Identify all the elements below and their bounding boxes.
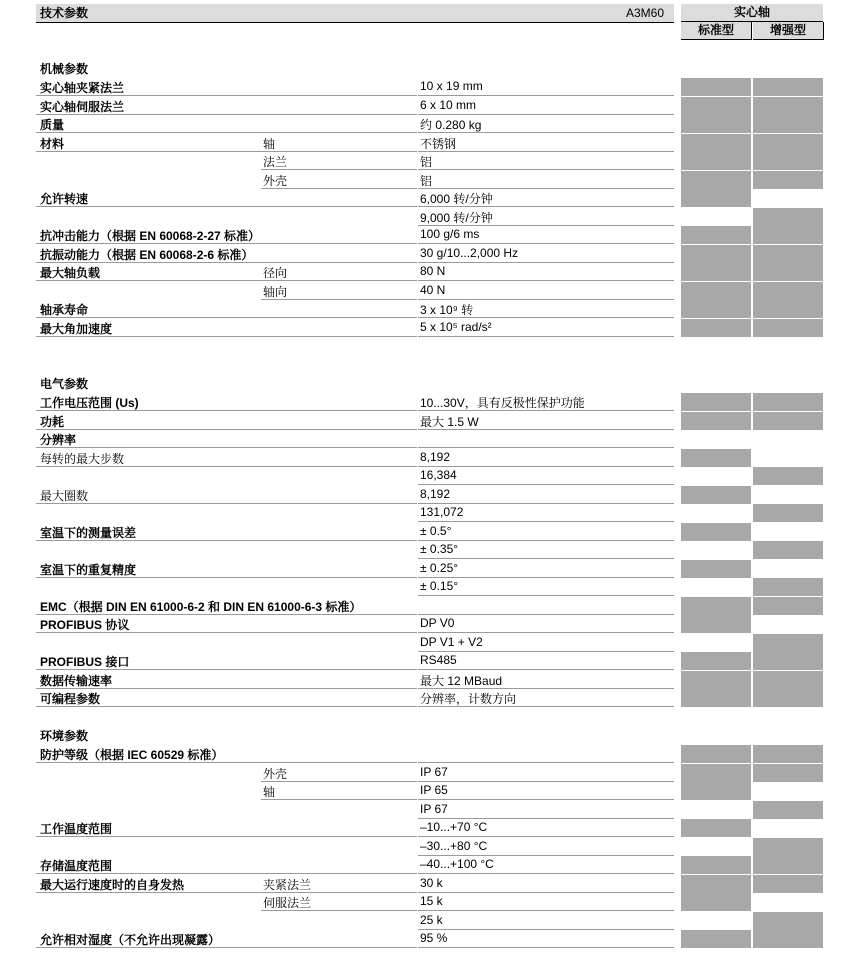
- standard-availability-cell: [681, 578, 751, 596]
- row-label: PROFIBUS 协议: [40, 618, 130, 632]
- enhanced-availability-cell: [753, 226, 823, 244]
- enhanced-availability-cell: [753, 393, 823, 411]
- row-value: RS485: [420, 653, 457, 667]
- table-row: [36, 893, 674, 911]
- enhanced-availability-cell: [753, 597, 823, 615]
- row-value: 100 g/6 ms: [420, 227, 480, 241]
- table-row: [36, 319, 674, 337]
- row-value: IP 67: [420, 801, 448, 816]
- enhanced-availability-cell: [753, 430, 823, 448]
- standard-availability-cell: [681, 764, 751, 782]
- standard-availability-cell: [681, 689, 751, 707]
- enhanced-availability-cell: [753, 745, 823, 763]
- standard-availability-cell: [681, 449, 751, 467]
- row-label: 抗振动能力（根据 EN 60068-2-6 标准）: [40, 247, 254, 262]
- table-row: [36, 801, 674, 819]
- row-value: 6 x 10 mm: [420, 97, 477, 112]
- row-value: DP V0: [420, 616, 455, 630]
- row-value: IP 67: [420, 764, 448, 779]
- model-name: A3M60: [626, 6, 665, 20]
- enhanced-availability-cell: [753, 467, 823, 485]
- standard-availability-cell: [681, 319, 751, 337]
- standard-availability-cell: [681, 97, 751, 115]
- standard-availability-cell: [681, 856, 751, 874]
- standard-availability-cell: [681, 208, 751, 226]
- row-label: 允许相对湿度（不允许出现凝露）: [40, 933, 221, 947]
- table-row: [36, 134, 674, 152]
- table-row: [36, 560, 674, 578]
- row-label: 质量: [40, 118, 65, 132]
- table-row: [36, 300, 674, 318]
- row-value: 铝: [420, 155, 433, 169]
- enhanced-availability-cell: [753, 523, 823, 541]
- standard-availability-cell: [681, 523, 751, 541]
- table-row: [36, 764, 674, 782]
- section-title: 机械参数: [40, 62, 89, 76]
- standard-availability-cell: [681, 78, 751, 96]
- row-label: 最大角加速度: [40, 321, 113, 336]
- standard-availability-cell: [681, 652, 751, 670]
- enhanced-availability-cell: [753, 504, 823, 522]
- table-row: [36, 282, 674, 300]
- row-value: 约 0.280 kg: [420, 118, 482, 132]
- standard-availability-cell: [681, 930, 751, 948]
- row-label: 室温下的重复精度: [40, 562, 137, 577]
- enhanced-availability-cell: [753, 838, 823, 856]
- row-sublabel: 外壳: [263, 766, 288, 781]
- table-row: [36, 523, 674, 541]
- table-row: [36, 189, 674, 207]
- table-row: [36, 449, 674, 467]
- table-row: [36, 541, 674, 559]
- standard-availability-cell: [681, 745, 751, 763]
- group-title: 实心轴: [733, 5, 770, 19]
- row-sublabel: 外壳: [263, 173, 288, 188]
- row-label: 分辨率: [40, 433, 77, 447]
- table-row: [36, 930, 674, 948]
- table-row: [36, 634, 674, 652]
- enhanced-availability-cell: [753, 486, 823, 504]
- row-label: 功耗: [40, 414, 65, 429]
- enhanced-availability-cell: [753, 449, 823, 467]
- row-label: 工作电压范围 (Us): [40, 396, 139, 410]
- table-row: [36, 97, 674, 115]
- standard-availability-cell: [681, 912, 751, 930]
- table-row: [36, 652, 674, 670]
- standard-availability-cell: [681, 393, 751, 411]
- row-label: 每转的最大步数: [40, 451, 125, 466]
- standard-availability-cell: [681, 171, 751, 189]
- row-label: 实心轴伺服法兰: [40, 99, 125, 114]
- row-value: 分辨率，计数方向: [420, 692, 517, 706]
- standard-availability-cell: [681, 504, 751, 522]
- row-sublabel: 径向: [263, 266, 288, 280]
- standard-availability-cell: [681, 615, 751, 633]
- table-row: [36, 671, 674, 689]
- standard-availability-cell: [681, 560, 751, 578]
- table-row: [36, 578, 674, 596]
- table-row: [36, 412, 674, 430]
- enhanced-availability-cell: [753, 115, 823, 133]
- table-row: [36, 115, 674, 133]
- enhanced-availability-cell: [753, 819, 823, 837]
- table-row: [36, 745, 674, 763]
- standard-availability-cell: [681, 875, 751, 893]
- row-value: 40 N: [420, 282, 446, 297]
- row-value: 最大 12 MBaud: [420, 673, 503, 688]
- standard-availability-cell: [681, 634, 751, 652]
- table-row: [36, 208, 674, 226]
- standard-availability-cell: [681, 838, 751, 856]
- table-row: [36, 226, 674, 244]
- table-row: [36, 838, 674, 856]
- row-value: 30 g/10...2,000 Hz: [420, 245, 519, 260]
- row-value: 95 %: [420, 931, 448, 945]
- table-row: [36, 875, 674, 893]
- row-sublabel: 法兰: [263, 155, 288, 169]
- table-row: [36, 467, 674, 485]
- standard-availability-cell: [681, 282, 751, 300]
- row-label: 实心轴夹紧法兰: [40, 81, 125, 95]
- row-value: ± 0.5°: [420, 523, 452, 538]
- enhanced-availability-cell: [753, 541, 823, 559]
- row-value: 30 k: [420, 875, 443, 890]
- row-value: 不锈钢: [420, 136, 457, 151]
- standard-availability-cell: [681, 245, 751, 263]
- table-row: [36, 430, 674, 448]
- standard-availability-cell: [681, 893, 751, 911]
- standard-availability-cell: [681, 226, 751, 244]
- enhanced-availability-cell: [753, 578, 823, 596]
- table-row: [36, 615, 674, 633]
- standard-availability-cell: [681, 263, 751, 281]
- table-row: [36, 504, 674, 522]
- row-value: IP 65: [420, 783, 448, 797]
- table-row: [36, 819, 674, 837]
- row-label: 存储温度范围: [40, 859, 113, 873]
- row-label: 数据传输速率: [40, 673, 113, 688]
- row-value: –40...+100 °C: [420, 857, 494, 871]
- row-label: 轴承寿命: [40, 303, 89, 317]
- table-row: [36, 856, 674, 874]
- row-label: 防护等级（根据 IEC 60529 标准）: [40, 748, 224, 762]
- enhanced-availability-cell: [753, 671, 823, 689]
- row-label: 最大轴负载: [40, 266, 101, 280]
- table-row: [36, 782, 674, 800]
- standard-availability-cell: [681, 541, 751, 559]
- header-bar: [36, 4, 674, 23]
- enhanced-availability-cell: [753, 652, 823, 670]
- row-value: 铝: [420, 173, 433, 188]
- row-label: 最大运行速度时的自身发热: [40, 877, 185, 892]
- enhanced-availability-cell: [753, 689, 823, 707]
- row-sublabel: 轴: [263, 785, 276, 799]
- standard-availability-cell: [681, 467, 751, 485]
- row-value: DP V1 + V2: [420, 634, 483, 649]
- row-value: 16,384: [420, 468, 457, 482]
- enhanced-availability-cell: [753, 282, 823, 300]
- table-row: [36, 152, 674, 170]
- row-value: 8,192: [420, 486, 451, 501]
- row-sublabel: 夹紧法兰: [263, 877, 312, 892]
- enhanced-availability-cell: [753, 764, 823, 782]
- table-row: [36, 263, 674, 281]
- table-row: [36, 245, 674, 263]
- section-title: 电气参数: [40, 377, 89, 391]
- enhanced-availability-cell: [753, 171, 823, 189]
- table-row: [36, 912, 674, 930]
- row-label: 室温下的测量误差: [40, 525, 137, 540]
- standard-availability-cell: [681, 115, 751, 133]
- standard-availability-cell: [681, 782, 751, 800]
- standard-availability-cell: [681, 300, 751, 318]
- row-label: 工作温度范围: [40, 822, 113, 836]
- enhanced-availability-cell: [753, 801, 823, 819]
- row-sublabel: 轴: [263, 136, 276, 151]
- row-label: PROFIBUS 接口: [40, 655, 130, 669]
- row-value: 最大 1.5 W: [420, 414, 479, 429]
- enhanced-availability-cell: [753, 412, 823, 430]
- row-label: 允许转速: [40, 192, 89, 206]
- standard-availability-cell: [681, 412, 751, 430]
- row-sublabel: 轴向: [263, 284, 288, 299]
- row-value: 5 x 10⁵ rad/s²: [420, 319, 492, 334]
- standard-availability-cell: [681, 486, 751, 504]
- row-label: 可编程参数: [40, 692, 101, 706]
- row-sublabel: 伺服法兰: [263, 896, 312, 910]
- row-value: 15 k: [420, 894, 443, 908]
- table-row: [36, 597, 674, 615]
- section-title: 环境参数: [40, 729, 89, 743]
- enhanced-availability-cell: [753, 97, 823, 115]
- col-standard-label: 标准型: [697, 23, 734, 37]
- enhanced-availability-cell: [753, 263, 823, 281]
- standard-availability-cell: [681, 671, 751, 689]
- row-value: 80 N: [420, 264, 446, 278]
- row-value: 8,192: [420, 449, 451, 464]
- row-value: 9,000 转/分钟: [420, 210, 493, 225]
- enhanced-availability-cell: [753, 856, 823, 874]
- enhanced-availability-cell: [753, 875, 823, 893]
- row-value: 131,072: [420, 505, 464, 519]
- table-row: [36, 78, 674, 96]
- row-value: 3 x 10⁹ 转: [420, 303, 474, 317]
- row-value: ± 0.15°: [420, 579, 459, 593]
- table-row: [36, 486, 674, 504]
- row-label: EMC（根据 DIN EN 61000-6-2 和 DIN EN 61000-6-3 标准）: [40, 599, 362, 614]
- enhanced-availability-cell: [753, 300, 823, 318]
- row-value: 10...30V，具有反极性保护功能: [420, 396, 585, 410]
- enhanced-availability-cell: [753, 208, 823, 226]
- enhanced-availability-cell: [753, 319, 823, 337]
- standard-availability-cell: [681, 819, 751, 837]
- standard-availability-cell: [681, 597, 751, 615]
- standard-availability-cell: [681, 134, 751, 152]
- enhanced-availability-cell: [753, 930, 823, 948]
- enhanced-availability-cell: [753, 893, 823, 911]
- row-value: 10 x 19 mm: [420, 79, 483, 93]
- standard-availability-cell: [681, 152, 751, 170]
- col-enhanced-label: 增强型: [769, 23, 806, 37]
- row-value: 25 k: [420, 912, 443, 927]
- enhanced-availability-cell: [753, 782, 823, 800]
- standard-availability-cell: [681, 801, 751, 819]
- row-value: –10...+70 °C: [420, 820, 488, 834]
- enhanced-availability-cell: [753, 134, 823, 152]
- table-row: [36, 689, 674, 707]
- row-value: –30...+80 °C: [420, 838, 488, 853]
- enhanced-availability-cell: [753, 560, 823, 578]
- enhanced-availability-cell: [753, 152, 823, 170]
- table-title: 技术参数: [40, 6, 89, 20]
- row-value: 6,000 转/分钟: [420, 192, 493, 206]
- row-value: ± 0.35°: [420, 542, 459, 556]
- enhanced-availability-cell: [753, 245, 823, 263]
- standard-availability-cell: [681, 189, 751, 207]
- table-row: [36, 393, 674, 411]
- row-label: 材料: [40, 136, 65, 151]
- row-label: 抗冲击能力（根据 EN 60068-2-27 标准）: [40, 229, 261, 243]
- enhanced-availability-cell: [753, 78, 823, 96]
- row-label: 最大圈数: [40, 488, 89, 503]
- enhanced-availability-cell: [753, 189, 823, 207]
- row-value: ± 0.25°: [420, 560, 459, 575]
- standard-availability-cell: [681, 430, 751, 448]
- table-row: [36, 171, 674, 189]
- enhanced-availability-cell: [753, 912, 823, 930]
- enhanced-availability-cell: [753, 634, 823, 652]
- enhanced-availability-cell: [753, 615, 823, 633]
